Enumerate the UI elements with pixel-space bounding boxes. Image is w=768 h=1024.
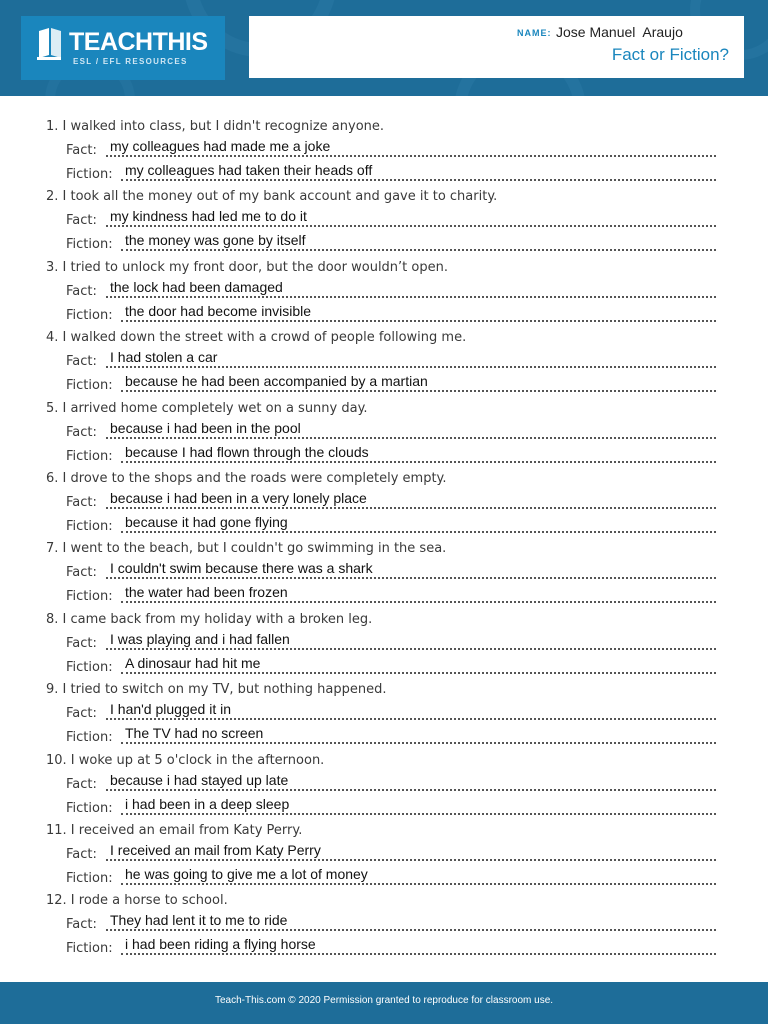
fiction-answer-field[interactable]: The TV had no screen [125, 725, 264, 742]
question-text: 2. I took all the money out of my bank account and gave it to charity. [46, 189, 498, 205]
fiction-answer-field[interactable]: because I had flown through the clouds [125, 443, 369, 460]
question-text: 6. I drove to the shops and the roads were completely empty. [46, 471, 447, 486]
question-text: 12. I rode a horse to school. [46, 893, 228, 909]
fiction-answer-field[interactable]: he was going to give me a lot of money [125, 866, 368, 882]
logo [21, 16, 225, 80]
fiction-answer-line [121, 461, 716, 463]
fact-answer-line [106, 155, 716, 157]
fiction-label: Fiction: [66, 659, 113, 675]
fact-label: Fact: [66, 283, 97, 299]
fiction-label: Fiction: [66, 941, 113, 957]
name-field[interactable]: Jose Manuel Araujo [556, 24, 683, 40]
fiction-label: Fiction: [66, 871, 113, 886]
name-label: NAME: [517, 28, 552, 38]
fiction-label: Fiction: [66, 167, 113, 182]
fact-answer-field[interactable]: my colleagues had made me a joke [110, 138, 331, 154]
logo-subtitle: ESL / EFL RESOURCES [73, 57, 188, 66]
fiction-answer-line [121, 320, 716, 322]
fiction-answer-line [121, 813, 716, 815]
fact-answer-field[interactable]: I was playing and i had fallen [110, 630, 290, 647]
footer-bar [0, 982, 768, 1024]
fiction-answer-line [121, 883, 716, 885]
fiction-label: Fiction: [66, 448, 113, 464]
fact-label: Fact: [66, 213, 97, 229]
fact-answer-field[interactable]: because i had stayed up late [110, 771, 289, 788]
question-text: 11. I received an email from Katy Perry. [46, 823, 303, 838]
fact-answer-field[interactable]: the lock had been damaged [110, 278, 283, 295]
fiction-answer-field[interactable]: the water had been frozen [125, 584, 288, 601]
fact-answer-field[interactable]: I had stolen a car [110, 349, 218, 366]
fiction-answer-field[interactable]: A dinosaur had hit me [125, 654, 261, 671]
fiction-answer-line [121, 601, 716, 603]
fact-answer-line [106, 296, 716, 298]
fiction-answer-field[interactable]: because it had gone flying [125, 514, 288, 530]
fact-answer-line [106, 225, 716, 227]
fact-label: Fact: [66, 143, 97, 158]
fact-answer-line [106, 929, 716, 931]
fact-answer-line [106, 789, 716, 791]
worksheet-title: Fact or Fiction? [611, 45, 729, 64]
fact-answer-field[interactable]: my kindness had led me to do it [110, 208, 307, 225]
fiction-answer-field[interactable]: the door had become invisible [125, 302, 312, 319]
footer-copyright: Teach-This.com © 2020 Permission granted to reproduce for classroom use. [214, 995, 554, 1006]
fiction-label: Fiction: [66, 519, 113, 534]
fiction-answer-field[interactable]: because he had been accompanied by a martian [125, 373, 428, 390]
fact-answer-field[interactable]: I couldn't swim because there was a shark [110, 560, 373, 577]
question-text: 9. I tried to switch on my TV, but nothing happened. [46, 682, 387, 698]
fiction-answer-line [121, 249, 716, 251]
book-icon [35, 27, 63, 61]
fact-label: Fact: [66, 565, 97, 581]
question-text: 4. I walked down the street with a crowd of people following me. [46, 330, 467, 346]
fact-label: Fact: [66, 776, 97, 792]
fiction-label: Fiction: [66, 589, 113, 605]
fiction-answer-field[interactable]: my colleagues had taken their heads off [125, 162, 373, 178]
question-text: 10. I woke up at 5 o'clock in the afternoon. [46, 752, 325, 768]
fact-answer-field[interactable]: I han'd plugged it in [110, 701, 231, 718]
fact-answer-field[interactable]: They had lent it to me to ride [110, 912, 288, 929]
fact-label: Fact: [66, 354, 97, 370]
fact-answer-line [106, 859, 716, 861]
fact-label: Fact: [66, 424, 97, 440]
fact-answer-line [106, 507, 716, 509]
fact-answer-field[interactable]: I received an mail from Katy Perry [110, 842, 321, 858]
fiction-label: Fiction: [66, 378, 113, 394]
question-text: 8. I came back from my holiday with a broken leg. [46, 611, 373, 627]
logo-title: TEACHTHIS [69, 28, 208, 56]
fiction-answer-line [121, 179, 716, 181]
fact-answer-line [106, 648, 716, 650]
fiction-answer-line [121, 531, 716, 533]
fact-answer-field[interactable]: because i had been in a very lonely place [110, 490, 367, 506]
fiction-label: Fiction: [66, 800, 113, 816]
fact-label: Fact: [66, 706, 97, 722]
question-text: 5. I arrived home completely wet on a sunny day. [46, 400, 368, 416]
header-bar [0, 0, 768, 96]
fact-label: Fact: [66, 917, 97, 933]
question-text: 1. I walked into class, but I didn't recognize anyone. [46, 119, 385, 134]
question-text: 7. I went to the beach, but I couldn't go swimming in the sea. [46, 541, 447, 557]
fiction-label: Fiction: [66, 730, 113, 746]
fact-label: Fact: [66, 847, 97, 862]
fact-answer-line [106, 366, 716, 368]
fiction-label: Fiction: [66, 237, 113, 253]
fiction-answer-field[interactable]: i had been riding a flying horse [125, 936, 316, 953]
fiction-answer-line [121, 953, 716, 955]
fact-answer-line [106, 437, 716, 439]
fact-label: Fact: [66, 495, 97, 510]
fact-answer-field[interactable]: because i had been in the pool [110, 419, 301, 436]
fiction-answer-field[interactable]: i had been in a deep sleep [125, 795, 290, 812]
question-text: 3. I tried to unlock my front door, but the door wouldn’t open. [46, 259, 448, 275]
fiction-answer-line [121, 742, 716, 744]
fact-answer-line [106, 577, 716, 579]
name-panel [249, 16, 744, 78]
fiction-answer-field[interactable]: the money was gone by itself [125, 232, 306, 249]
fiction-answer-line [121, 672, 716, 674]
fiction-label: Fiction: [66, 307, 113, 323]
fiction-answer-line [121, 390, 716, 392]
fact-label: Fact: [66, 635, 97, 651]
fact-answer-line [106, 718, 716, 720]
